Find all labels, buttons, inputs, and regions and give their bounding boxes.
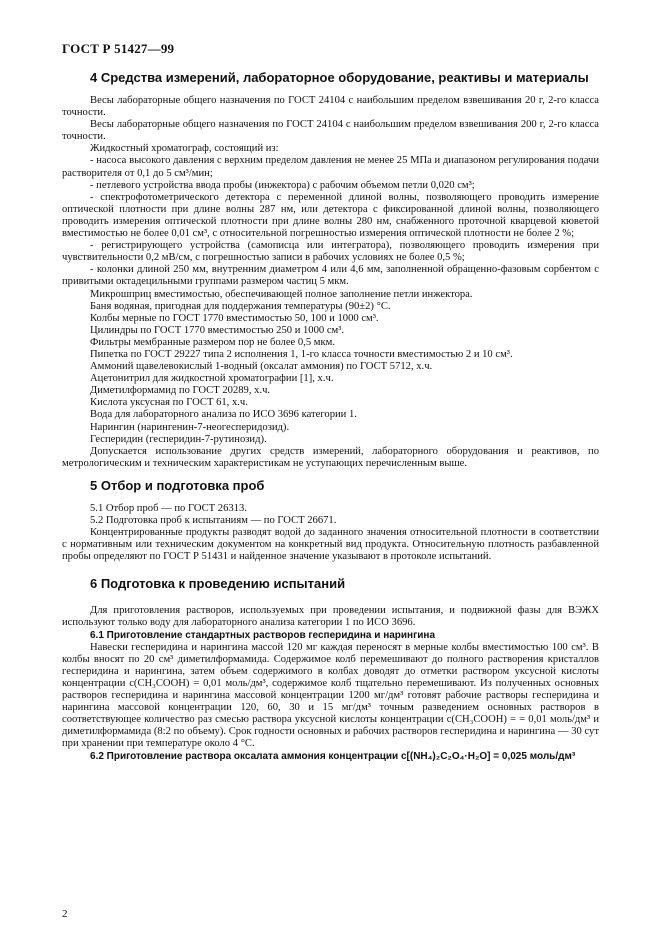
paragraph: Цилиндры по ГОСТ 1770 вместимостью 250 и 1000 см³.: [90, 324, 345, 336]
paragraph: Ацетонитрил для жидкостной хроматографии [1], х.ч.: [90, 373, 334, 385]
paragraph: Фильтры мембранные размером пор не более 0,5 мкм.: [90, 336, 335, 348]
paragraph: Вода для лабораторного анализа по ИСО 3696 категории 1.: [90, 409, 357, 421]
paragraph: Колбы мерные по ГОСТ 1770 вместимостью 50, 100 и 1000 см³.: [90, 312, 379, 324]
paragraph: Баня водяная, пригодная для поддержания температуры (90±2) °С.: [90, 300, 391, 312]
section-5-title: 5 Отбор и подготовка проб: [90, 477, 265, 493]
list-item: - насоса высокого давления с верхним пределом давления не менее 25 МПа и диапазоном регулирования подачи растворителя от 0,1 до 5 см³/мин;: [62, 155, 599, 179]
list-item: - петлевого устройства ввода пробы (инжектора) с рабочим объемом петли 0,020 см³;: [90, 179, 475, 191]
page-number: 2: [62, 908, 68, 920]
paragraph: Жидкостный хроматограф, состоящий из:: [90, 143, 279, 155]
paragraph: Концентрированные продукты разводят водой до заданного значения относительной плотности в соответствии с нормативным или техническим документом на конкретный вид продукта. Относительную плотность разбавленной пробы определяют по ГОСТ Р 51431 и найденное значение указывают в протоколе испытаний.: [62, 527, 599, 563]
paragraph: 5.2 Подготовка проб к испытаниям — по ГОСТ 26671.: [90, 515, 337, 526]
paragraph: Для приготовления растворов, используемых при проведении испытания, и подвижной фазы для ВЭЖХ используют только воду для лабораторного анализа категории 1 по ИСО 3696.: [62, 605, 599, 629]
paragraph: Микрошприц вместимостью, обеспечивающей полное заполнение петли инжектора.: [90, 288, 473, 300]
paragraph: Пипетка по ГОСТ 29227 типа 2 исполнения 1, 1-го класса точности вместимостью 2 и 10 см³.: [90, 348, 513, 360]
paragraph: Весы лабораторные общего назначения по ГОСТ 24104 с наибольшим пределом взвешивания 20 г, 2-го класса точности.: [62, 95, 599, 119]
list-item: - колонки длиной 250 мм, внутренним диаметром 4 или 4,6 мм, заполненной обращенно-фазовым сорбентом с привитыми октадецильными группами размером частиц 5 мкм.: [62, 264, 599, 288]
document-body: [62, 60, 599, 763]
paragraph: Допускается использование других средств измерений, лабораторного оборудования и реактивов, по метрологическим и техническим характеристикам не уступающих перечисленным выше.: [62, 445, 599, 469]
section-4-title: 4 Средства измерений, лабораторное оборудование, реактивы и материалы: [90, 70, 589, 85]
paragraph: Гесперидин (гесперидин-7-рутинозид).: [90, 433, 267, 445]
section-6-title: 6 Подготовка к проведению испытаний: [90, 576, 346, 592]
paragraph: Диметилформамид по ГОСТ 20289, х.ч.: [90, 385, 271, 397]
document-header: ГОСТ Р 51427—99: [62, 41, 175, 56]
list-item: - спектрофотометрического детектора с переменной длиной волны, позволяющего проводить измерение оптической плотности при длине волны 287 нм, или детектора с фиксированной длиной волны, позволяющего проводить измерения оптической плотности при длине волны 280 нм, снабженного проточной кварцевой кюветой вместимостью не более 0,01 см³, с относительной погрешностью измерения оптической плотности не более 2 %;: [62, 191, 599, 240]
list-item: - регистрирующего устройства (самописца или интегратора), позволяющего проводить измерения при чувствительности 0,2 мВ/см, с погрешностью записи в рабочих условиях не более 0,5 %;: [62, 240, 599, 264]
subsection-6-2-title: 6.2 Приготовление раствора оксалата аммония концентрации c[(NH₄)₂C₂O₄·H₂O] = 0,025 моль/дм³: [90, 750, 576, 762]
paragraph: Нарингин (нарингенин-7-неогесперидозид).: [90, 421, 290, 433]
paragraph: Аммоний щавелевокислый 1-водный (оксалат аммония) по ГОСТ 5712, х.ч.: [90, 361, 433, 373]
paragraph: Навески гесперидина и нарингина массой 120 мг каждая переносят в мерные колбы вместимостью 100 см³. В колбы вносят по 20 см³ диметилформамида. Содержимое колб перемешивают до полного растворения кристаллов гесперидина и нарингина, затем объем содержимого в колбах доводят до отметки раствором уксусной кислоты концентрации c(CH₃COOH) = 0,01 моль/дм³, содержимое колб тщательно перемешивают. Из полученных основных растворов гесперидина и нарингина массовой концентрации 1200 мг/дм³ готовят рабочие растворы гесперидина и нарингина массовой концентрации 120, 60, 30 и 15 мг/дм³ точным разведением основных растворов в соответствующее количество раз смесью раствора уксусной кислоты концентрации c(CH₃COOH) = = 0,01 моль/дм³ и диметилформамида (8:2 по объему). Срок годности основных и рабочих растворов гесперидина и нарингина — 30 сут при хранении при температуре около 4 °С.: [62, 641, 599, 750]
paragraph: Кислота уксусная по ГОСТ 61, х.ч.: [90, 397, 248, 409]
paragraph: Весы лабораторные общего назначения по ГОСТ 24104 с наибольшим пределом взвешивания 200 г, 2-го класса точности.: [62, 119, 599, 143]
paragraph: 5.1 Отбор проб — по ГОСТ 26313.: [90, 502, 247, 514]
subsection-6-1-title: 6.1 Приготовление стандартных растворов гесперидина и нарингина: [90, 629, 435, 641]
